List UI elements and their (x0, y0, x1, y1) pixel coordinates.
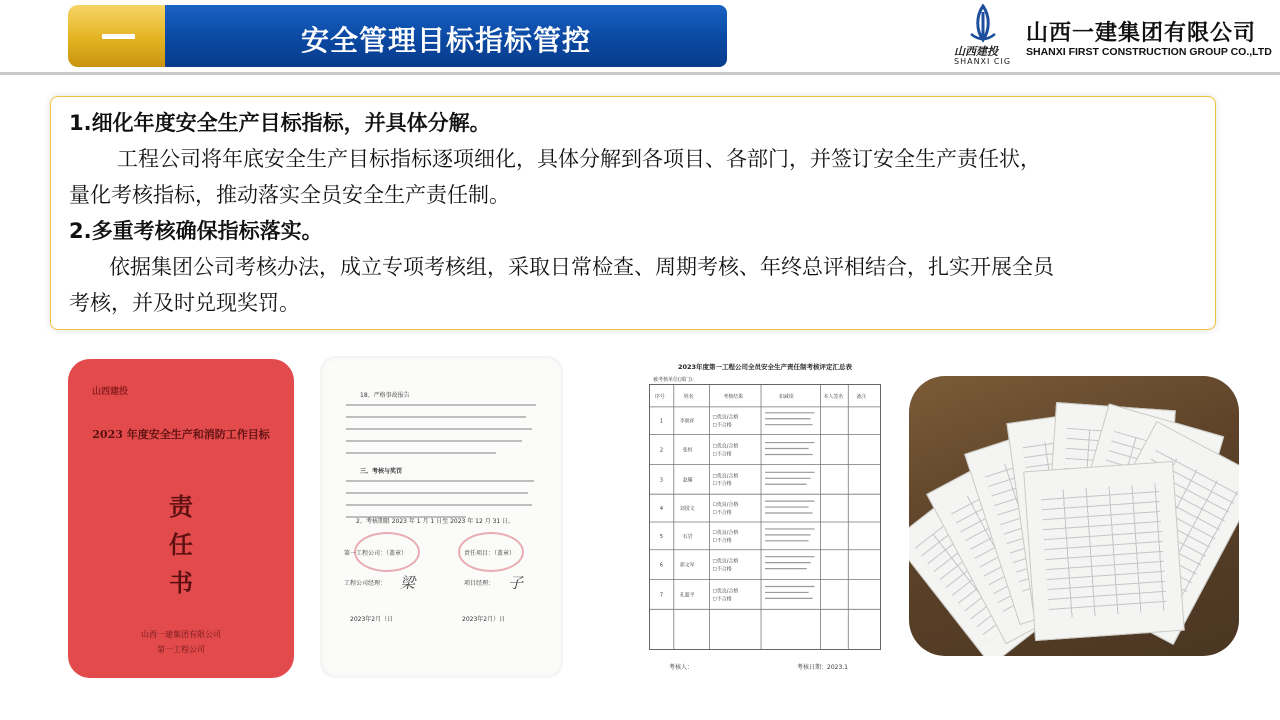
doc-section-18: 18、严格事故报告 (360, 392, 410, 399)
doc-section-reward: 三、考核与奖罚 (360, 468, 403, 475)
row-2-fail: ☐不合格 (712, 451, 732, 458)
company-emblem-icon (966, 4, 1000, 44)
row-3-name: 赵耀 (682, 477, 693, 484)
row-5-name: 石岩 (682, 533, 693, 540)
row-3-fail: ☐不合格 (712, 481, 732, 488)
col-remark: 备注 (856, 393, 867, 400)
row-2-pass: ☐优良/合格 (712, 443, 739, 450)
company-logo (944, 4, 1274, 68)
row-7-no: 7 (659, 592, 664, 599)
row-4-pass: ☐优良/合格 (712, 502, 739, 509)
col-result: 考核结果 (723, 393, 744, 400)
row-1-name: 李朋祥 (679, 418, 695, 425)
paragraph-1-line-2: 量化考核指标，推动落实全员安全生产责任制。 (69, 183, 510, 207)
doc-period: 2、考核期限 2023 年 1 月 1 日至 2023 年 12 月 31 日。 (356, 518, 515, 525)
content-box (50, 96, 1216, 330)
row-2-no: 2 (659, 447, 664, 454)
row-4-no: 4 (659, 506, 664, 513)
doc-manager-2: 项目经理： (464, 580, 495, 587)
doc-manager-1: 工程公司经理： (344, 580, 387, 587)
row-6-name: 郭文军 (679, 562, 695, 569)
row-7-fail: ☐不合格 (712, 596, 732, 603)
signature-2: 子 (508, 574, 524, 592)
row-1-no: 1 (659, 418, 664, 425)
row-1-fail: ☐不合格 (712, 422, 732, 429)
table-sheet-title: 2023年度第一工程公司全员安全生产责任制考核评定汇总表 (677, 363, 853, 371)
doc-party-1: 第一工程公司：（盖章） (344, 550, 408, 557)
booklet-org-line-1: 山西一建集团有限公司 (141, 630, 221, 639)
paragraph-2-line-1: 依据集团公司考核办法，成立专项考核组，采取日常检查、周期考核、年终总评相结合，扎实开展全员 (109, 255, 1054, 279)
col-deduction: 扣减项 (778, 393, 794, 400)
heading-2: 2.多重考核确保指标落实。 (69, 219, 323, 243)
paragraph-1-line-1: 工程公司将年底安全生产目标指标逐项细化，具体分解到各项目、各部门，并签订安全生产责任状， (117, 147, 1041, 171)
company-name-cn: 山西一建集团有限公司 (1026, 21, 1257, 46)
row-6-pass: ☐优良/合格 (712, 558, 739, 565)
signed-document-photo (320, 356, 563, 678)
table-unit-label: 被考核单位(部门)： (653, 377, 697, 383)
doc-date-1: 2023年2月（日 (350, 616, 394, 623)
booklet-char-3: 书 (169, 568, 193, 597)
booklet-logo: 山西建投 (92, 387, 129, 397)
booklet-title: 2023 年度安全生产和消防工作目标 (92, 428, 270, 441)
responsibility-booklet-photo (68, 359, 294, 678)
row-4-name: 刘国文 (679, 506, 695, 513)
row-3-no: 3 (659, 477, 664, 484)
row-6-fail: ☐不合格 (712, 566, 732, 573)
paper-sheet (1023, 461, 1184, 641)
col-signature: 本人签名 (823, 393, 844, 400)
logo-small-text: SHANXI CIG (954, 57, 1012, 66)
col-no: 序号 (654, 393, 665, 400)
page-title: 安全管理目标指标管控 (300, 24, 591, 57)
assessment-table-grid (649, 384, 881, 650)
heading-1: 1.细化年度安全生产目标指标，并具体分解。 (69, 111, 491, 135)
doc-date-2: 2023年2月）日 (462, 616, 506, 623)
row-2-name: 张恒 (682, 447, 693, 454)
title-banner (165, 5, 727, 67)
row-5-no: 5 (659, 533, 664, 540)
doc-party-2: 责任项目：（盖章） (464, 550, 516, 557)
table-assess-date: 考核日期：2023.1 (797, 664, 848, 671)
logo-script-text: 山西建投 (954, 45, 998, 58)
fanned-papers-photo (909, 376, 1239, 656)
row-5-pass: ☐优良/合格 (712, 529, 739, 536)
signature-1: 梁 (400, 574, 416, 592)
row-6-no: 6 (659, 562, 664, 569)
company-name-en: SHANXI FIRST CONSTRUCTION GROUP CO.,LTD (1026, 46, 1272, 58)
row-4-fail: ☐不合格 (712, 510, 732, 517)
row-7-name: 孔超平 (679, 592, 695, 599)
assessment-table-photo (645, 356, 885, 688)
booklet-char-1: 责 (169, 492, 193, 521)
table-assessor: 考核人： (669, 664, 694, 671)
section-number-badge (68, 5, 168, 67)
booklet-org-line-2: 第一工程公司 (157, 645, 205, 654)
row-5-fail: ☐不合格 (712, 537, 732, 544)
paragraph-2-line-2: 考核，并及时兑现奖罚。 (69, 291, 300, 315)
header-divider (0, 72, 1280, 75)
row-3-pass: ☐优良/合格 (712, 473, 739, 480)
col-name: 姓名 (683, 393, 694, 400)
section-number-dash (102, 34, 135, 39)
row-1-pass: ☐优良/合格 (712, 414, 739, 421)
booklet-char-2: 任 (169, 530, 193, 559)
row-7-pass: ☐优良/合格 (712, 588, 739, 595)
